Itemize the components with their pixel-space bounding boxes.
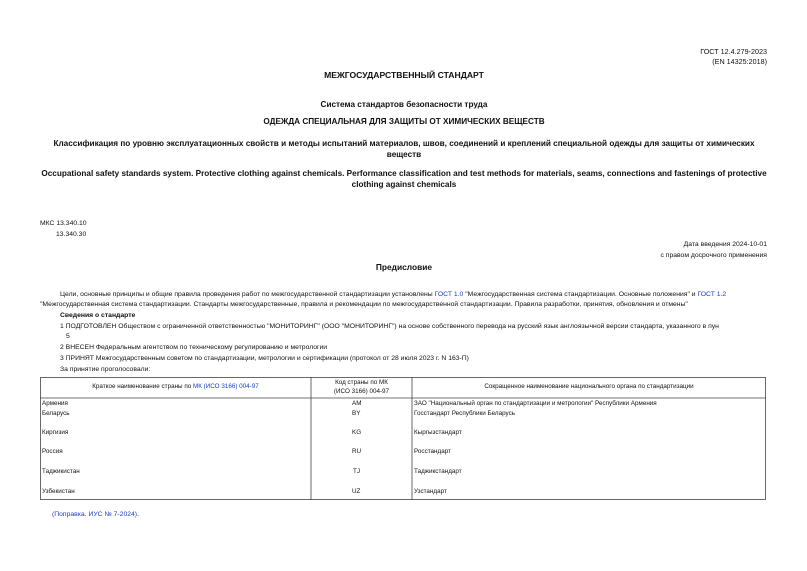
country-code: BY [352,410,361,417]
country-name: Киргизия [42,429,69,436]
early-application-note: с правом досрочного применения [660,252,767,259]
standard-number: ГОСТ 12.4.279-2023 [700,47,767,56]
item-1-prepared: 1 ПОДГОТОВЛЕН Обществом с ограниченной ответственностью "МОНИТОРИНГ" (ООО "МОНИТОРИНГ") на основе собственного перевода на русский язык англоязычной версии стандарта, указанного в пун [60,323,719,330]
country-code: RU [352,448,362,455]
column-header-code [311,377,412,398]
foreword-paragraph-1 [60,290,726,299]
country-code: TJ [353,468,360,475]
standards-system-title: Система стандартов безопасности труда [320,100,488,109]
mks-code-1: МКС 13.340.10 [40,220,87,227]
standard-code [700,47,767,67]
item-3-adopted: 3 ПРИНЯТ Межгосударственным советом по стандартизации, метрологии и сертификации (протокол от 28 июля 2023 г. N 163-П) [60,355,469,362]
foreword-text-1b: "Межгосударственная система стандартизации. Основные положения" и [463,291,698,298]
standardization-body: ЗАО "Национальный орган по стандартизации и метрологии" Республики Армения [414,400,657,407]
amendment-link[interactable]: (Поправка. ИУС № 7-2024) [52,511,138,518]
column-header-code-line1: Код страны по МК [335,379,388,386]
foreword-text-1a: Цели, основные принципы и общие правила проведения работ по межгосударственной стандартизации установлены [60,291,435,298]
foreword-heading: Предисловие [375,262,433,272]
item-1-continuation: 5 [66,333,70,340]
russian-subtitle: Классификация по уровню эксплуатационных свойств и методы испытаний материалов, швов, соединений и креплений специальной одежды для защиты от химических веществ [53,139,755,159]
country-code: KG [352,429,362,436]
voting-countries-table [40,377,766,500]
gost-1-0-link[interactable]: ГОСТ 1.0 [434,291,464,298]
country-name: Армения [42,400,68,407]
amendment-period: . [137,511,139,518]
column-header-country [40,377,311,398]
country-code: AM [352,400,362,407]
amendment-note [52,510,139,519]
country-name: Россия [42,448,63,455]
interstate-standard-heading: МЕЖГОСУДАРСТВЕННЫЙ СТАНДАРТ [324,70,484,80]
country-name: Беларусь [42,410,70,417]
english-subtitle: Occupational safety standards system. Protective clothing against chemicals. Performance classification and test methods for materials, seams, connections and fastenings of protective clothing against chemicals [41,169,767,189]
foreword-paragraph-1-cont: "Межгосударственная система стандартизации. Стандарты межгосударственные, правила и рекомендации по межгосударственной стандартизации. Правила разработки, принятия, обновления и отмены" [40,301,688,308]
column-header-code-line2: (ИСО 3166) 004-97 [333,387,390,395]
standardization-body: Узстандарт [414,488,447,495]
column-header-body: Сокращенное наименование национального органа по стандартизации [484,383,694,391]
standard-info-heading: Сведения о стандарте [60,312,136,319]
standardization-body: Таджикстандарт [414,468,462,475]
standardization-body: Госстандарт Республики Беларусь [414,410,516,417]
column-header-country-text: Краткое наименование страны по [92,383,193,391]
mk-iso-3166-link[interactable]: МК (ИСО 3166) 004-97 [192,383,259,391]
country-code: UZ [352,488,361,495]
standard-en-ref: (EN 14325:2018) [712,57,767,66]
country-name: Таджикистан [42,468,80,475]
standardization-body: Росстандарт [414,448,451,455]
document-title: ОДЕЖДА СПЕЦИАЛЬНАЯ ДЛЯ ЗАЩИТЫ ОТ ХИМИЧЕСКИХ ВЕЩЕСТВ [263,117,545,126]
gost-1-2-link[interactable]: ГОСТ 1.2 [697,291,727,298]
voted-for-label: За принятие проголосовали: [60,366,151,373]
introduction-date: Дата введения 2024-10-01 [683,241,767,248]
country-name: Узбекистан [42,488,75,495]
mks-code-2: 13.340.30 [56,231,87,238]
standardization-body: Кыргызстандарт [414,429,462,436]
item-2-submitted: 2 ВНЕСЕН Федеральным агентством по техническому регулированию и метрологии [60,344,328,351]
